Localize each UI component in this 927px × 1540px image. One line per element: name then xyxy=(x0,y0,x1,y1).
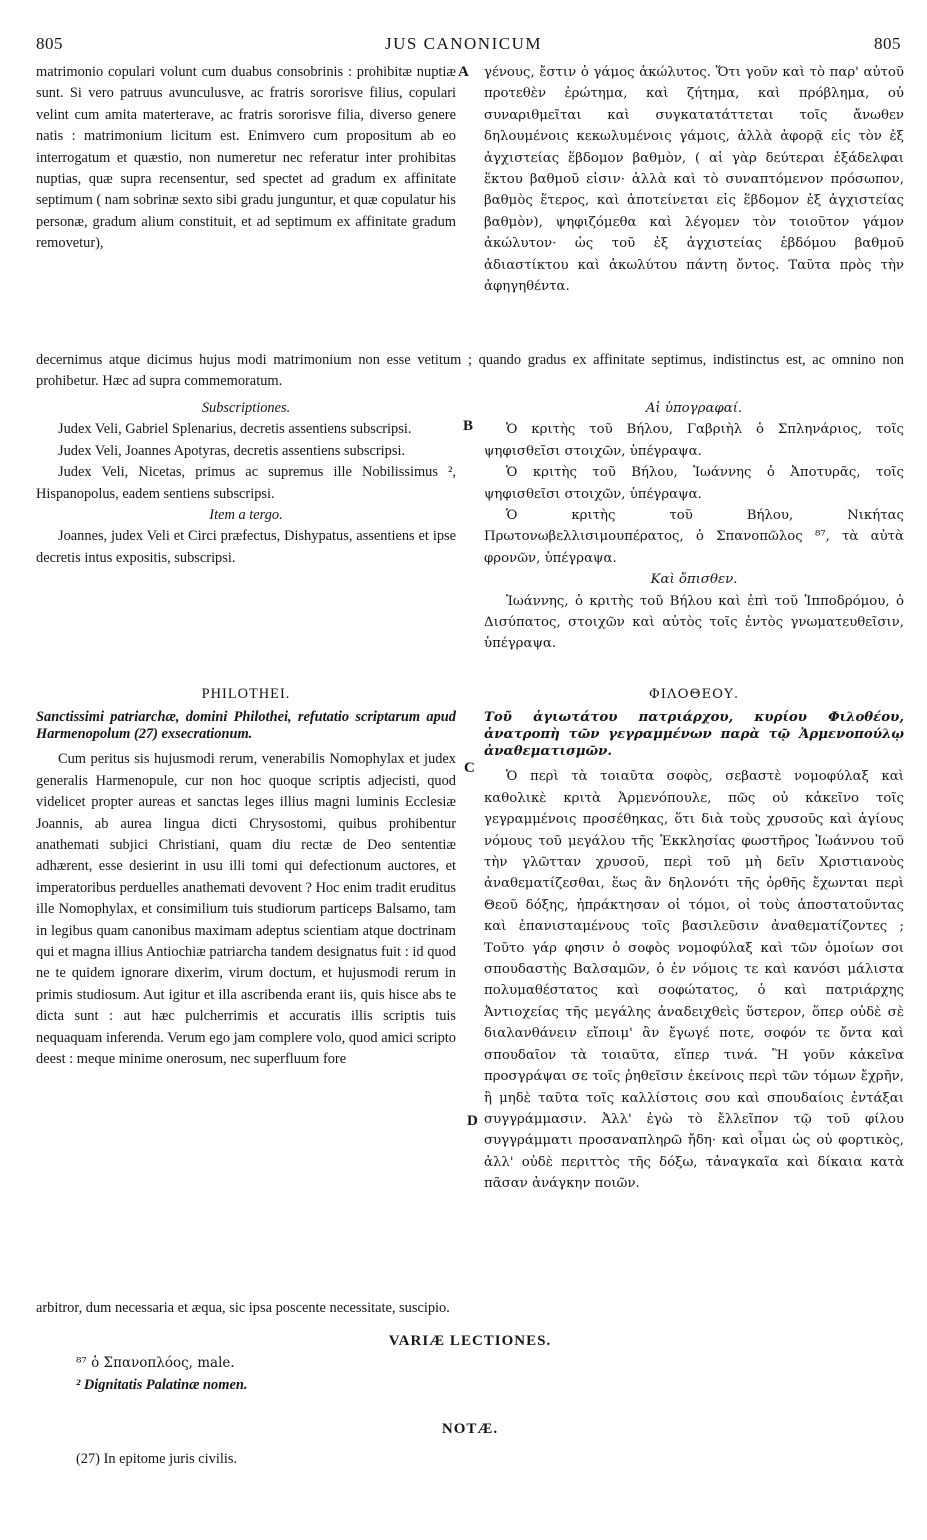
latin-section-title: PHILOTHEI. xyxy=(201,686,291,702)
greek-subscriptions-heading: Αἱ ὑπογραφαί. xyxy=(645,401,743,416)
latin-subscription-4: Joannes, judex Veli et Circi præfectus, Dishypatus, assentiens et ipse decretis intus expositis, subscripsi. xyxy=(36,528,456,566)
greek-top-paragraph xyxy=(484,62,904,297)
variae-heading: VARIÆ LECTIONES. xyxy=(388,1333,552,1349)
latin-subscription-3: Judex Veli, Nicetas, primus ac supremus ille Nobilissimus ², Hispanopolus, eadem sentiens subscripsi. xyxy=(36,464,456,502)
latin-section-subtitle: Sanctissimi patriarchæ, domini Philothei, refutatio scriptarum apud Harmenopolum (27) exsecrationum. xyxy=(36,709,456,743)
notae-section xyxy=(36,1418,904,1470)
running-title: JUS CANONICUM xyxy=(385,34,542,53)
latin-tergo-heading: Item a tergo. xyxy=(209,507,283,524)
greek-subscription-2: Ὁ κριτὴς τοῦ Βήλου, Ἰωάννης ὁ Ἀποτυρᾶς, τοῖς ψηφισθεῖσι στοιχῶν, ὑπέγραψα. xyxy=(484,465,904,502)
margin-mark-d: D xyxy=(467,1113,478,1129)
greek-body-text: Ὁ περὶ τὰ τοιαῦτα σοφὸς, σεβαστὲ νομοφύλαξ καὶ καθολικὲ κριτὰ Ἀρμενόπουλε, πῶς οὐ κἀκεῖνο τοῖς γεγραμμένοις προσέθηκας, ὅτι διὰ τοὺς χρυσοῦς καὶ ἁγίους νόμους τοῦ μεγάλου τῆς Ἐκκλησίας φωστῆρος Ἰωάννου τοῦ τὴν γλῶτταν χρυσοῦ, περὶ τοῦ μὴ δεῖν Χριστιανοὺς ἀναθεματίζεσθαι, ἕως ἂν δηλονότι τῆς ὀρθῆς ἔχωνται περὶ Θεοῦ δόξης, ἠπράκτησαν οἱ τόμοι, οἱ τοὺς ἀποστατοῦντας καὶ ἐπανισταμένους τοῖς βασιλεῦσιν ἀναθεματίζοντες ; Τοῦτο γάρ φησιν ὁ σοφὸς νομοφύλαξ καὶ τῶν ὁμοίων σοι σπουδαστὴς Βαλσαμῶν, ὁ ἐν νόμοις τε καὶ κανόσι μάλιστα πολυμαθέστατος καὶ σοφώτατος, ὁ καὶ πατριάρχης Ἀντιοχείας τῆς μεγάλης ἀναδειχθεὶς ὕστερον, ὅπερ οὐδὲ σὲ διαλανθάνειν εἴποιμ' ἂν ἔγωγέ ποτε, σοφόν τε ὄντα καὶ σπουδαῖον τὰ τοιαῦτα, εἴπερ τινά. Ἢ γοῦν κἀκεῖνα προσγράψαι σε τοῖς ῥηθεῖσιν ἐκείνοις περὶ τῶν τόμων ἔχρῆν, ἢ μηδὲ ταῦτα τοῖς καλλίστοις σου καὶ σπουδαίοις ἐντάξαι συγγράμμασιν. Ἀλλ' ἐγὼ τὸ ἔλλεῖπον τῷ τοῦ φίλου συγγράμματι προσαναπληρῶ ἤδη· καὶ οἶμαι ὡς οὐ φορτικὸς, ἀλλ' οὐδὲ περιττὸς τῆς δόξω, τἀναγκαῖα καὶ δίκαια κατὰ πᾶσαν ἀνάγκην ποιῶν. xyxy=(484,769,904,1192)
latin-subscription-1: Judex Veli, Gabriel Splenarius, decretis assentiens subscripsi. xyxy=(58,421,412,438)
latin-body-text: Cum peritus sis hujusmodi rerum, venerabilis Nomophylax et judex generalis Harmenopule, cur non hoc quoque scriptis adjecisti, quod videlicet propter aureas et sanctas leges illius magni luminis Ecclesiæ Joannis, ab aurea lingua dicti Chrysostomi, quibus prohibentur anathemati subjici Christiani, quam diu rectæ de Deo sententiæ adhærent, esse desierint in usu illi tomi qui defectionum auctores, et imperatoribus perduelles anathemati devovent ? Hoc enim tradit eruditus ille Nomophylax, et consimilium tuis studiorum particeps Balsamo, tam in legibus quam canonibus maximam adeptus scientiam atque doctrinam qui et magna illius Antiochiæ patriarcha tandem designatus fuit : id quod ne te quidem ignorare dixerim, virum doctum, et hujusmodi rerum in primis studiosum. Aut igitur et illa ascribenda erant iis, quis hisce abs te dicta sunt : aut hæc pulcherrimis et accuratis illis scriptis tuis nequaquam inferenda. Verum ego jam complere volo, quod amici scripto deest : meque minime onerosum, nec superfluum fore xyxy=(36,751,456,1068)
greek-subscription-1: Ὁ κριτὴς τοῦ Βήλου, Γαβριὴλ ὁ Σπληνάριος, τοῖς ψηφισθεῖσι στοιχῶν, ὑπέγραψα. xyxy=(484,422,904,459)
greek-subscriptions xyxy=(484,398,904,655)
variae-lectiones xyxy=(36,1330,904,1396)
latin-top-text: matrimonio copulari volunt cum duabus consobrinis : prohibitæ nuptiæ sunt. Si vero patruus avunculusve, ac fratris sororisve filius, copulari velint cum amita materterave, ac fratris sororisve filia, diverso genere natis : matrimonium licitum est. Enimvero cum propositum ab eo interrogatum et quæstio, non numeretur nec referatur inter prohibitas nuptias, quæ supra recensentur, sed spectet ad gradum ex affinitate septimum ( nam sobrinæ sexto sibi gradu junguntur, et quæ copulatur his personæ, gradum alium constituit, et ad septimum ex affinitate gradum removetur), xyxy=(36,64,456,252)
notae-note-1: (27) In epitome juris civilis. xyxy=(76,1451,238,1467)
latin-subscriptions-heading: Subscriptiones. xyxy=(201,400,291,416)
latin-subscriptions xyxy=(36,398,456,569)
closing-line xyxy=(36,1298,904,1319)
closing-text: arbitror, dum necessaria et æqua, sic ipsa poscente necessitate, suscipio. xyxy=(36,1300,450,1316)
margin-mark-a: A xyxy=(458,64,469,80)
greek-top-text: γένους, ἔστιν ὁ γάμος ἀκώλυτος. Ὅτι γοῦν καὶ τὸ παρ' αὐτοῦ προτεθὲν ἐρώτημα, καὶ ζήτημα, καὶ πρόβλημα, οὐ συναριθμεῖται καὶ συγκατατάττεται τοῖς ἄνωθεν δηλουμένοις κεκωλυμένοις γάμοις, ἀλλὰ ἀφορᾷ εἰς τὸν ἐξ ἀγχιστείας ἕβδομον βαθμὸν, ( αἱ γὰρ δεύτεραι ἐξάδελφαι ἕκτου βαθμοῦ εἰσιν· ἀλλὰ καὶ τὸ συναπτόμενον πρόσωπον, βαθμὸς ἕτερος, καὶ ἀποτείνεται εἰς ἕβδομον ἐξ ἀγχιστείας βαθμὸν), ψηφιζόμεθα καὶ λέγομεν τὸν τοιοῦτον γάμον ἀκώλυτον· ὡς τοῦ ἐξ ἀγχιστείας ἑβδόμου βαθμοῦ ἀδιαστίκτου καὶ ἀκωλύτου πάντη ὄντος. Ταῦτα πρὸς τὴν ἀφηγηθέντα. xyxy=(484,65,904,295)
full-width-text: decernimus atque dicimus hujus modi matrimonium non esse vetitum ; quando gradus ex affinitate septimus, indistinctus est, ac omnino non prohibetur. Hæc ad supra commemoratum. xyxy=(36,352,904,390)
variae-note-1: ⁸⁷ ὁ Σπανοπλόος, male. xyxy=(76,1355,235,1371)
latin-philothei-section xyxy=(36,684,456,1071)
page-number-left: 805 xyxy=(36,34,63,53)
latin-top-paragraph xyxy=(36,62,456,255)
margin-mark-b: B xyxy=(463,418,474,434)
greek-subscription-3: Ὁ κριτὴς τοῦ Βήλου, Νικήτας Πρωτονωβελλισιμουπέρατος, ὁ Σπανοπῶλος ⁸⁷, τὰ αὐτὰ φρονῶν, ὑπέγραψα. xyxy=(484,508,904,566)
greek-section-title: ΦΙΛΟΘΕΟΥ. xyxy=(648,687,740,702)
greek-subscription-4: Ἰωάννης, ὁ κριτὴς τοῦ Βήλου καὶ ἐπὶ τοῦ Ἱπποδρόμου, ὁ Δισύπατος, στοιχῶν καὶ αὐτὸς τοῖς ἐντὸς γνωματευθεῖσιν, ὑπέγραψα. xyxy=(484,593,904,652)
latin-subscription-2: Judex Veli, Joannes Apotyras, decretis assentiens subscripsi. xyxy=(58,442,406,459)
page-number-right: 805 xyxy=(874,34,901,53)
greek-philothei-section xyxy=(484,684,904,1195)
greek-section-subtitle: Τοῦ ἁγιωτάτου πατριάρχου, κυρίου Φιλοθέου, ἀνατροπὴ τῶν γεγραμμένων παρὰ τῷ Ἀρμενοπούλῳ ἀναθεματισμῶν. xyxy=(484,710,904,760)
margin-mark-c: C xyxy=(464,760,475,776)
greek-tergo-heading: Καὶ ὄπισθεν. xyxy=(650,572,738,588)
full-width-line xyxy=(36,350,904,393)
variae-note-2: ² Dignitatis Palatinæ nomen. xyxy=(76,1377,248,1393)
notae-heading: NOTÆ. xyxy=(441,1421,499,1437)
